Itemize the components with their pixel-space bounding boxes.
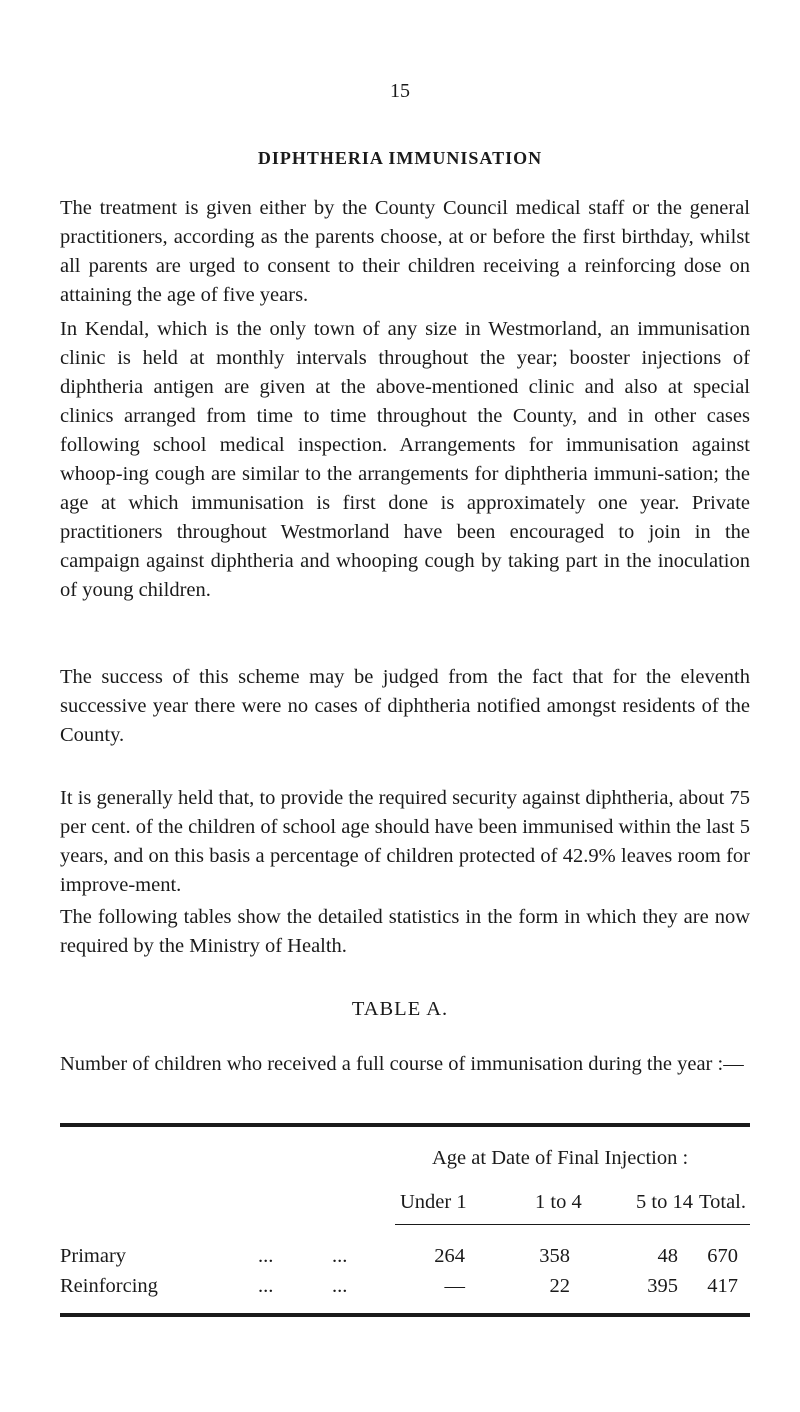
cell-reinforcing-1-to-4: 22	[549, 1275, 570, 1297]
paragraph: The treatment is given either by the County Council medical staff or the general practitioners, according as the parents choose, at or before the first birthday, whilst all parents are urged to consent to their children receiving a reinforcing dose on attaining the age of five years.	[60, 197, 750, 306]
row-label-reinforcing: Reinforcing	[60, 1275, 158, 1297]
paragraph: The following tables show the detailed statistics in the form in which they are now required by the Ministry of Health.	[60, 906, 750, 957]
page-number: 15	[390, 80, 410, 102]
table-caption: Number of children who received a full course of immunisation during the year :—	[60, 1053, 744, 1075]
table-group-header: Age at Date of Final Injection :	[432, 1147, 689, 1169]
cell-reinforcing-total: 417	[707, 1275, 738, 1297]
cell-primary-1-to-4: 358	[539, 1245, 570, 1267]
leader-dots: ...	[258, 1275, 274, 1297]
column-header-5-to-14: 5 to 14	[636, 1191, 693, 1213]
table-top-rule	[60, 1123, 750, 1127]
leader-dots: ...	[332, 1275, 348, 1297]
paragraph: It is generally held that, to provide the required security against diphtheria, about 75 per cent. of the children of school age should have been immunised within the last 5 years, and on this basis a percentage of children protected of 42.9% leaves room for improve-ment.	[60, 787, 750, 896]
leader-dots: ...	[332, 1245, 348, 1267]
paragraph: The success of this scheme may be judged from the fact that for the eleventh successive year there were no cases of diphtheria notified amongst residents of the County.	[60, 666, 750, 746]
column-header-total: Total.	[699, 1191, 746, 1213]
table-bottom-rule	[60, 1313, 750, 1317]
cell-reinforcing-under-1: —	[444, 1275, 465, 1297]
leader-dots: ...	[258, 1245, 274, 1267]
paragraph: In Kendal, which is the only town of any size in Westmorland, an immunisation clinic is held at monthly intervals throughout the year; booster injections of diphtheria antigen are given at the above-mentioned clinic and also at special clinics arranged from time to time throughout the County, and in other cases following school medical inspection. Arrangements for immunisation against whoop-ing cough are similar to the arrangements for diphtheria immuni-sation; the age at which immunisation is first done is approximately one year. Private practitioners throughout Westmorland have been encouraged to join in the campaign against diphtheria and whooping cough by taking part in the inoculation of young children.	[60, 318, 750, 601]
section-heading: DIPHTHERIA IMMUNISATION	[257, 148, 543, 168]
cell-primary-5-to-14: 48	[657, 1245, 678, 1267]
column-header-1-to-4: 1 to 4	[535, 1191, 582, 1213]
cell-primary-under-1: 264	[434, 1245, 465, 1267]
table-title: TABLE A.	[351, 998, 449, 1020]
row-label-primary: Primary	[60, 1245, 127, 1267]
column-header-under-1: Under 1	[400, 1191, 467, 1213]
cell-reinforcing-5-to-14: 395	[647, 1275, 678, 1297]
table-header-rule	[395, 1224, 750, 1225]
cell-primary-total: 670	[707, 1245, 738, 1267]
